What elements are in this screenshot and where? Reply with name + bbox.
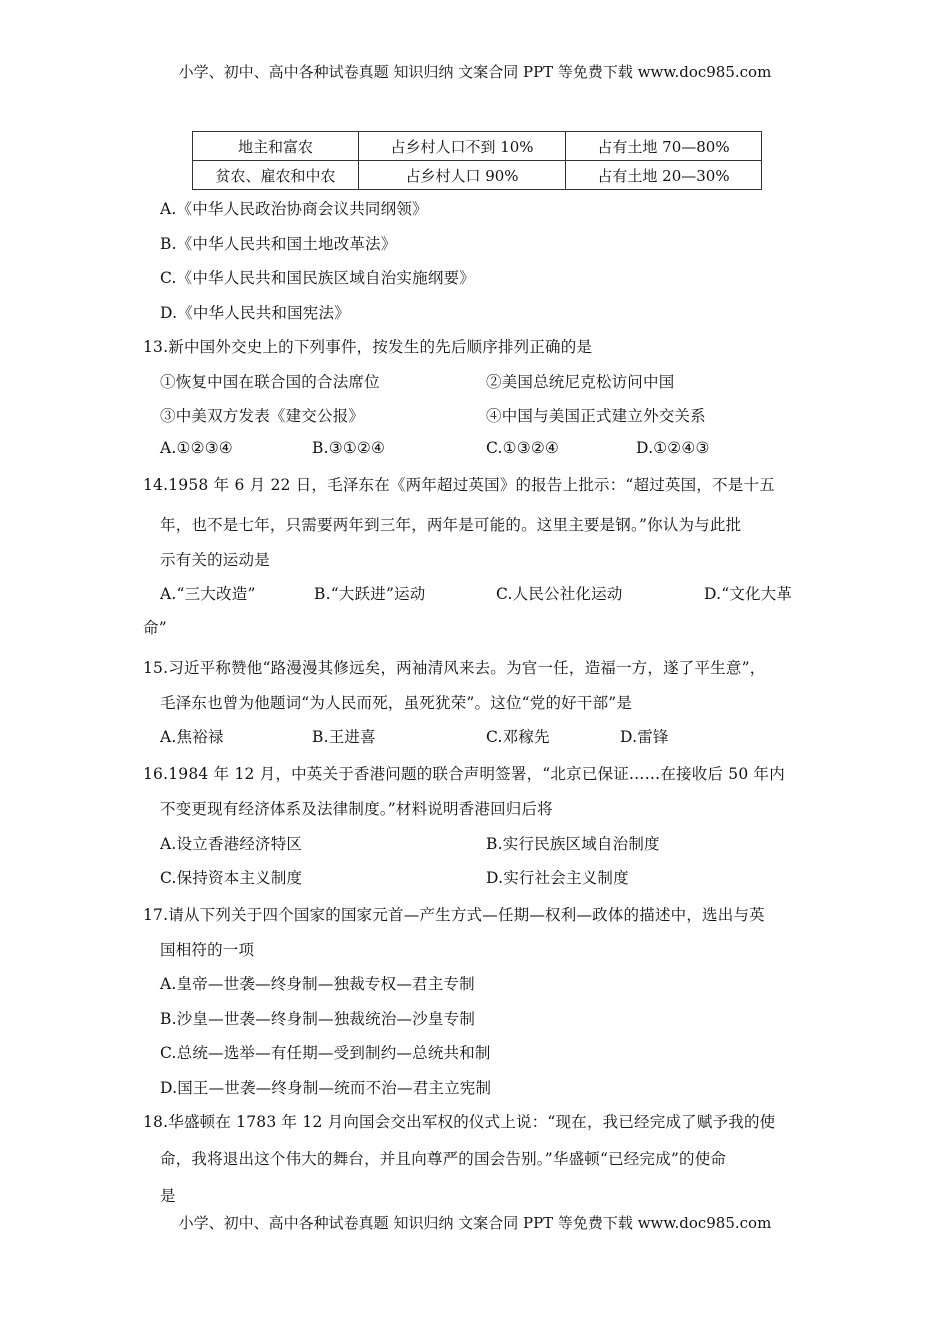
- q15-option-a: A.焦裕禄: [160, 728, 224, 746]
- q18-stem-line-3: 是: [160, 1187, 176, 1205]
- q13-option-b: B.③①②④: [312, 439, 386, 457]
- table-cell: 贫农、雇农和中农: [193, 161, 359, 190]
- q14-option-d-wrap: 命”: [143, 619, 167, 637]
- q17-stem-line-2: 国相符的一项: [160, 941, 255, 959]
- q14-stem-line-1: 14.1958 年 6 月 22 日，毛泽东在《两年超过英国》的报告上批示：“超过英国，不是十五: [143, 476, 775, 494]
- q14-option-c: C.人民公社化运动: [496, 585, 623, 603]
- table-cell: 地主和富农: [193, 132, 359, 161]
- q16-option-b: B.实行民族区域自治制度: [486, 835, 660, 853]
- q14-stem-line-3: 示有关的运动是: [160, 551, 270, 569]
- q14-option-a: A.“三大改造”: [160, 585, 256, 603]
- table-row: [193, 132, 762, 161]
- q13-option-d: D.①②④③: [636, 439, 710, 457]
- q12-option-a: A.《中华人民政治协商会议共同纲领》: [160, 200, 428, 218]
- q17-stem-line-1: 17.请从下列关于四个国家的国家元首—产生方式—任期—权利—政体的描述中，选出与英: [143, 906, 765, 924]
- land-distribution-table: [192, 131, 762, 190]
- q15-option-c: C.邓稼先: [486, 728, 550, 746]
- q13-option-c: C.①③②④: [486, 439, 560, 457]
- q16-stem-line-1: 16.1984 年 12 月，中英关于香港问题的联合声明签署，“北京已保证……在接收后 50 年内: [143, 765, 785, 783]
- q15-option-b: B.王进喜: [312, 728, 376, 746]
- q12-option-d: D.《中华人民共和国宪法》: [160, 304, 350, 322]
- q15-stem-line-1: 15.习近平称赞他“路漫漫其修远矣，两袖清风来去。为官一任，造福一方，遂了平生意”，: [143, 659, 766, 677]
- q16-option-c: C.保持资本主义制度: [160, 869, 303, 887]
- page-header: 小学、初中、高中各种试卷真题 知识归纳 文案合同 PPT 等免费下载 www.doc985.com: [178, 63, 772, 81]
- q14-option-b: B.“大跃进”运动: [314, 585, 426, 603]
- table-row: [193, 161, 762, 190]
- q15-stem-line-2: 毛泽东也曾为他题词“为人民而死，虽死犹荣”。这位“党的好干部”是: [160, 694, 633, 712]
- q17-option-c: C.总统—选举—有任期—受到制约—总统共和制: [160, 1044, 491, 1062]
- q16-option-a: A.设立香港经济特区: [160, 835, 303, 853]
- q18-stem-line-1: 18.华盛顿在 1783 年 12 月向国会交出军权的仪式上说：“现在，我已经完成了赋予我的使: [143, 1113, 776, 1131]
- q17-option-d: D.国王—世袭—终身制—统而不治—君主立宪制: [160, 1079, 492, 1097]
- table-cell: 占有土地 70—80%: [566, 132, 762, 161]
- q16-option-d: D.实行社会主义制度: [486, 869, 629, 887]
- q13-item-2: ②美国总统尼克松访问中国: [486, 373, 675, 391]
- q14-stem-line-2: 年，也不是七年，只需要两年到三年，两年是可能的。这里主要是钢。”你认为与此批: [160, 516, 742, 534]
- q17-option-a: A.皇帝—世袭—终身制—独裁专权—君主专制: [160, 975, 475, 993]
- page-footer: 小学、初中、高中各种试卷真题 知识归纳 文案合同 PPT 等免费下载 www.doc985.com: [178, 1214, 772, 1232]
- q15-option-d: D.雷锋: [620, 728, 669, 746]
- table-cell: 占乡村人口 90%: [359, 161, 566, 190]
- table-cell: 占乡村人口不到 10%: [359, 132, 566, 161]
- q13-stem: 13.新中国外交史上的下列事件，按发生的先后顺序排列正确的是: [143, 338, 593, 356]
- q16-stem-line-2: 不变更现有经济体系及法律制度。”材料说明香港回归后将: [160, 800, 553, 818]
- q12-option-b: B.《中华人民共和国土地改革法》: [160, 235, 397, 253]
- q13-item-3: ③中美双方发表《建交公报》: [160, 407, 365, 425]
- q13-item-1: ①恢复中国在联合国的合法席位: [160, 373, 380, 391]
- q12-option-c: C.《中华人民共和国民族区域自治实施纲要》: [160, 269, 475, 287]
- q18-stem-line-2: 命，我将退出这个伟大的舞台，并且向尊严的国会告别。”华盛顿“已经完成”的使命: [160, 1150, 727, 1168]
- q14-option-d: D.“文化大革: [704, 585, 793, 603]
- q13-item-4: ④中国与美国正式建立外交关系: [486, 407, 706, 425]
- q13-option-a: A.①②③④: [160, 439, 233, 457]
- q17-option-b: B.沙皇—世袭—终身制—独裁统治—沙皇专制: [160, 1010, 476, 1028]
- table-cell: 占有土地 20—30%: [566, 161, 762, 190]
